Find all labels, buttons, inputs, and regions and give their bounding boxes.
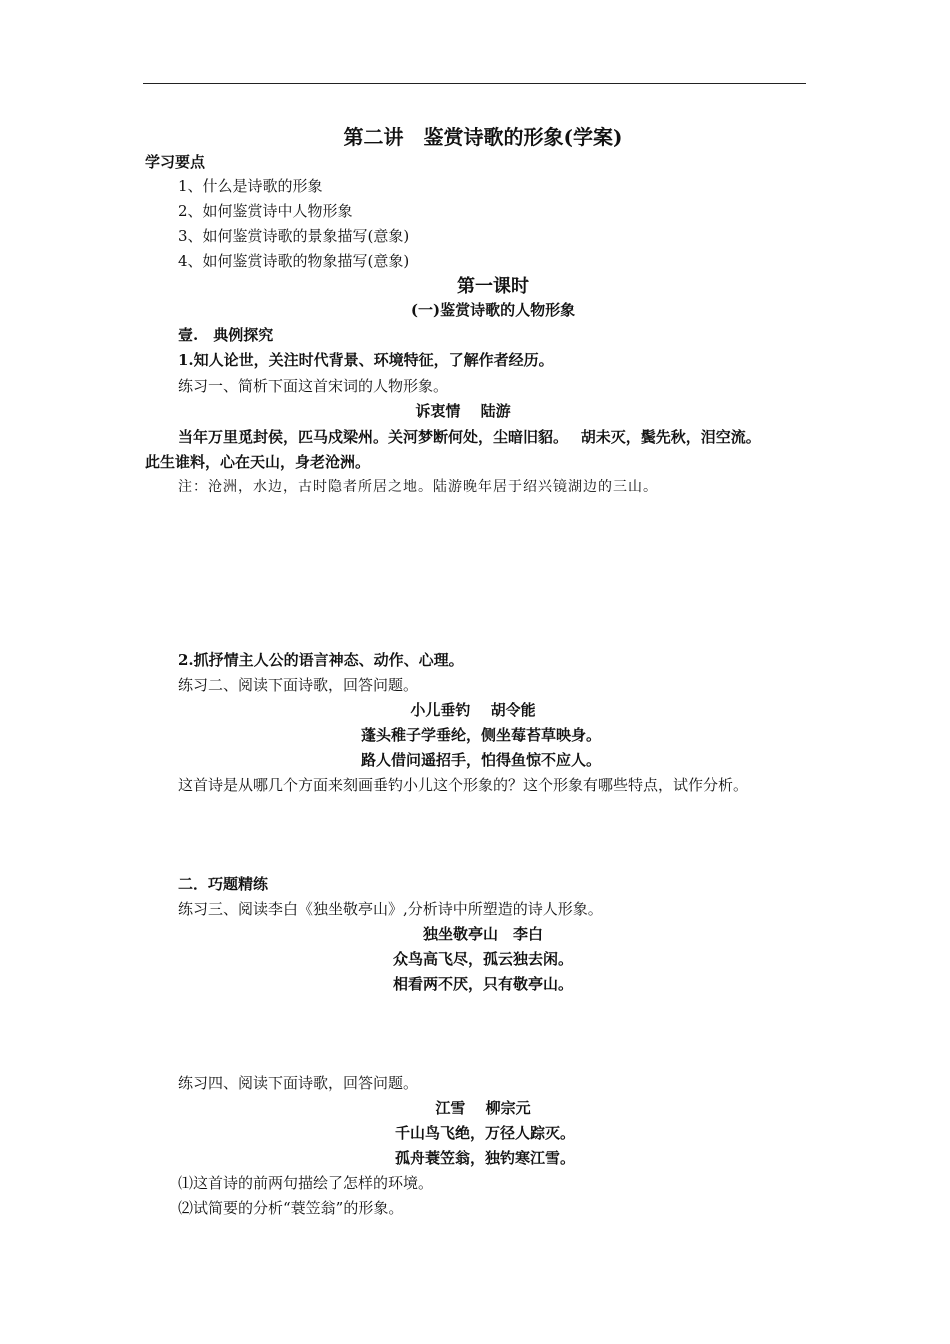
poem3-title: 独坐敬亭山 李白 <box>422 925 543 943</box>
poem2-line: 路人借问遥招手，怕得鱼惊不应人。 <box>360 751 601 769</box>
poem4-title: 江雪 柳宗元 <box>435 1099 531 1117</box>
key-point-item: 2、如何鉴赏诗中人物形象 <box>178 202 353 220</box>
key-point-item: 3、如何鉴赏诗歌的景象描写(意象) <box>178 227 410 245</box>
section1-heading: 壹. 典例探究 <box>178 326 274 344</box>
question2-text: 这首诗是从哪几个方面来刻画垂钓小儿这个形象的？这个形象有哪些特点，试作分析。 <box>178 776 749 794</box>
method1-text: 1.知人论世，关注时代背景、环境特征，了解作者经历。 <box>178 351 554 369</box>
poem1-title: 诉衷情 陆游 <box>415 402 511 420</box>
key-points-heading: 学习要点 <box>145 153 206 171</box>
key-point-item: 4、如何鉴赏诗歌的物象描写(意象) <box>178 252 410 270</box>
exercise4-prompt: 练习四、阅读下面诗歌，回答问题。 <box>178 1074 419 1092</box>
method2-text: 2.抓抒情主人公的语言神态、动作、心理。 <box>178 651 464 669</box>
poem4-line: 千山鸟飞绝，万径人踪灭。 <box>394 1124 575 1142</box>
poem1-line: 此生谁料，心在天山，身老沧洲。 <box>145 453 371 471</box>
poem4-line: 孤舟蓑笠翁，独钓寒江雪。 <box>394 1149 575 1167</box>
header-rule <box>143 83 806 84</box>
page-title: 第二讲 鉴赏诗歌的形象(学案) <box>343 125 623 149</box>
lesson-subheading: (一)鉴赏诗歌的人物形象 <box>410 301 576 319</box>
poem2-line: 蓬头稚子学垂纶，侧坐莓苔草映身。 <box>360 726 601 744</box>
key-point-item: 1、什么是诗歌的形象 <box>178 177 323 195</box>
exercise1-prompt: 练习一、简析下面这首宋词的人物形象。 <box>178 377 449 395</box>
exercise3-prompt: 练习三、阅读李白《独坐敬亭山》,分析诗中所塑造的诗人形象。 <box>178 900 603 918</box>
exercise2-prompt: 练习二、阅读下面诗歌，回答问题。 <box>178 676 419 694</box>
question4-1-text: ⑴这首诗的前两句描绘了怎样的环境。 <box>178 1174 434 1192</box>
question4-2-text: ⑵试简要的分析“蓑笠翁”的形象。 <box>178 1199 404 1217</box>
poem1-line: 当年万里觅封侯，匹马戍梁州。关河梦断何处，尘暗旧貂。 胡未灭，鬓先秋，泪空流。 <box>178 428 761 446</box>
poem2-title: 小儿垂钓 胡令能 <box>410 701 536 719</box>
poem3-line: 众鸟高飞尽，孤云独去闲。 <box>392 950 573 968</box>
section2-heading: 二．巧题精练 <box>178 875 269 893</box>
poem1-note: 注：沧洲，水边，古时隐者所居之地。陆游晚年居于绍兴镜湖边的三山。 <box>178 479 658 495</box>
poem3-line: 相看两不厌，只有敬亭山。 <box>392 975 573 993</box>
lesson-heading: 第一课时 <box>457 276 529 297</box>
